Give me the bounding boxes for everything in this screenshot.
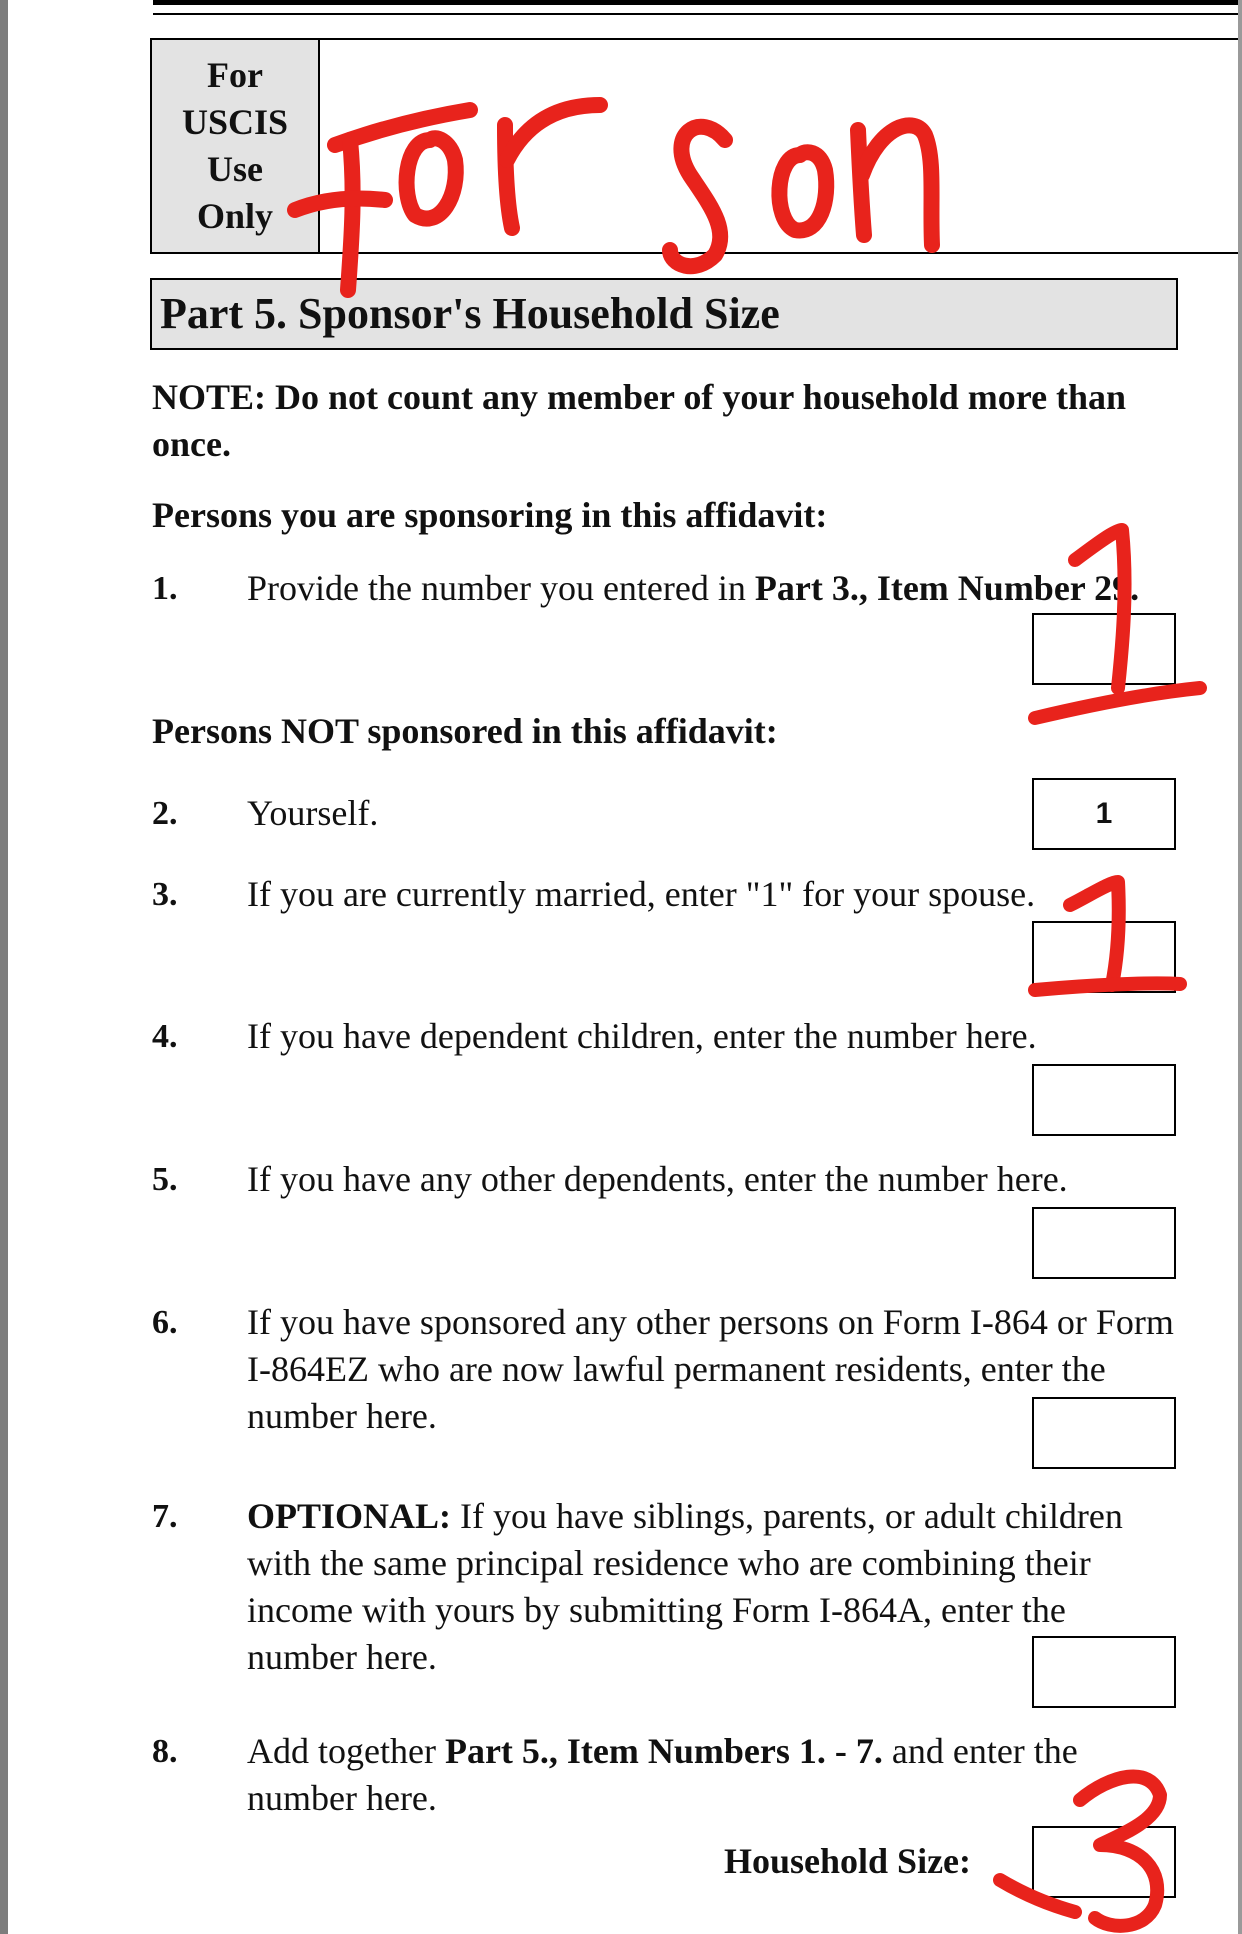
- section-heading-sponsored: Persons you are sponsoring in this affidavit:: [152, 495, 828, 535]
- item-5-text: If you have any other dependents, enter the number here.: [247, 1159, 1068, 1199]
- item-4-text: If you have dependent children, enter the number here.: [247, 1016, 1037, 1056]
- item-1-text: Provide the number you entered in Part 3., Item Number 29.: [247, 568, 1140, 608]
- item-5-number: 5.: [152, 1161, 178, 1198]
- part-5-header: Part 5. Sponsor's Household Size: [150, 278, 1178, 350]
- item-2-text: Yourself.: [247, 793, 379, 833]
- item-2-input[interactable]: 1: [1032, 778, 1176, 850]
- item-8-text: Add together Part 5., Item Numbers 1. - 7. and enter the number here.: [247, 1731, 1078, 1818]
- item-7-text: OPTIONAL: If you have siblings, parents, or adult children with the same principal residence who are combining their income with yours by submitting Form I-864A, enter the number here.: [247, 1496, 1123, 1677]
- item-6-number: 6.: [152, 1304, 178, 1341]
- item-3-number: 3.: [152, 876, 178, 913]
- item-4-number: 4.: [152, 1018, 178, 1055]
- note-text: NOTE: Do not count any member of your household more than once.: [152, 377, 1127, 464]
- item-7-number: 7.: [152, 1498, 178, 1535]
- uscis-use-label: For USCIS Use Only: [152, 40, 320, 252]
- item-8-number: 8.: [152, 1733, 178, 1770]
- household-size-label: Household Size:: [724, 1841, 972, 1881]
- item-2-number: 2.: [152, 795, 178, 832]
- item-6-text: If you have sponsored any other persons on Form I-864 or Form I-864EZ who are now lawful permanent residents, enter the number here.: [247, 1302, 1174, 1436]
- handwriting-strokes: [295, 105, 1200, 1926]
- item-1-number: 1.: [152, 570, 178, 607]
- item-3-text: If you are currently married, enter "1" for your spouse.: [247, 874, 1036, 914]
- section-heading-not-sponsored: Persons NOT sponsored in this affidavit:: [152, 711, 778, 751]
